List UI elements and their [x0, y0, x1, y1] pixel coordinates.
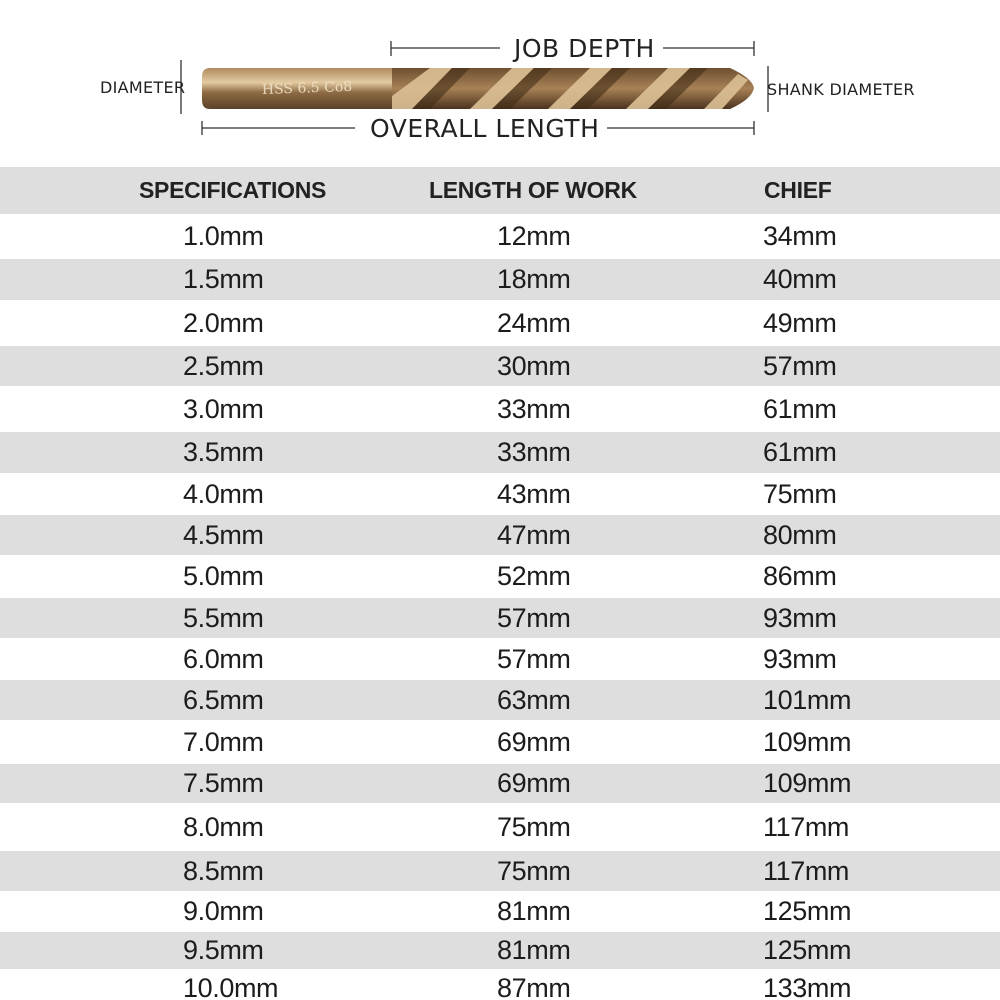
table-row — [0, 638, 1000, 680]
cell-length-of-work: 12mm — [497, 221, 571, 251]
cell-length-of-work: 81mm — [497, 935, 571, 965]
cell-length-of-work: 69mm — [497, 726, 571, 757]
table-row — [0, 680, 1000, 720]
cell-length-of-work: 69mm — [497, 768, 571, 798]
cell-length-of-work: 18mm — [497, 264, 571, 294]
cell-specification: 3.5mm — [183, 437, 264, 467]
table-row — [0, 720, 1000, 764]
cell-chief: 75mm — [763, 478, 837, 509]
cell-specification: 9.5mm — [183, 935, 264, 965]
table-row — [0, 803, 1000, 851]
cell-length-of-work: 30mm — [497, 350, 571, 381]
cell-specification: 2.5mm — [183, 350, 264, 381]
cell-specification: 9.0mm — [183, 896, 264, 926]
drill-bit-flutes — [392, 68, 754, 109]
table-row — [0, 764, 1000, 803]
cell-specification: 1.5mm — [183, 264, 264, 294]
cell-specification: 6.5mm — [183, 684, 264, 715]
cell-specification: 4.5mm — [183, 519, 264, 550]
cell-length-of-work: 24mm — [497, 307, 571, 338]
cell-chief: 93mm — [763, 602, 837, 633]
header-length-of-work: LENGTH OF WORK — [429, 177, 637, 203]
shank-diameter-label: SHANK DIAMETER — [767, 80, 915, 99]
table-row — [0, 598, 1000, 638]
cell-chief: 109mm — [763, 726, 852, 757]
cell-chief: 125mm — [763, 896, 852, 926]
cell-length-of-work: 81mm — [497, 896, 571, 926]
table-row — [0, 432, 1000, 473]
cell-specification: 2.0mm — [183, 307, 264, 338]
table-row — [0, 555, 1000, 598]
cell-specification: 4.0mm — [183, 478, 264, 509]
cell-specification: 6.0mm — [183, 643, 264, 674]
cell-chief: 117mm — [763, 811, 850, 842]
cell-specification: 8.0mm — [183, 811, 264, 842]
cell-specification: 7.5mm — [183, 768, 264, 798]
cell-chief: 49mm — [763, 307, 837, 338]
table-row — [0, 851, 1000, 891]
cell-chief: 125mm — [763, 935, 852, 965]
cell-chief: 133mm — [763, 973, 852, 1000]
cell-chief: 61mm — [763, 393, 837, 424]
table-header-row — [0, 167, 1000, 214]
table-body — [0, 214, 1000, 1000]
cell-specification: 3.0mm — [183, 393, 264, 424]
cell-length-of-work: 57mm — [497, 643, 571, 674]
cell-specification: 5.0mm — [183, 561, 264, 591]
cell-specification: 10.0mm — [183, 973, 279, 1000]
table-row — [0, 214, 1000, 259]
table-row — [0, 515, 1000, 555]
cell-length-of-work: 63mm — [497, 684, 571, 715]
header-chief: CHIEF — [764, 177, 832, 203]
cell-length-of-work: 43mm — [497, 478, 571, 509]
table-row — [0, 932, 1000, 969]
table-row — [0, 346, 1000, 386]
cell-specification: 1.0mm — [183, 221, 264, 251]
cell-chief: 57mm — [763, 350, 837, 381]
table-row — [0, 300, 1000, 346]
table-row — [0, 473, 1000, 515]
overall-length-label: OVERALL LENGTH — [362, 114, 607, 143]
cell-chief: 86mm — [763, 561, 837, 591]
cell-length-of-work: 33mm — [497, 393, 571, 424]
cell-specification: 8.5mm — [183, 855, 264, 886]
cell-length-of-work: 75mm — [497, 811, 571, 842]
cell-specification: 5.5mm — [183, 602, 264, 633]
cell-length-of-work: 57mm — [497, 602, 571, 633]
cell-length-of-work: 47mm — [497, 519, 571, 550]
job-depth-label: JOB DEPTH — [506, 34, 663, 63]
cell-chief: 80mm — [763, 519, 837, 550]
cell-chief: 117mm — [763, 855, 850, 886]
cell-chief: 93mm — [763, 643, 837, 674]
table-row — [0, 259, 1000, 300]
drill-bit-engraving: HSS 6.5 Co8 — [261, 78, 353, 98]
cell-chief: 40mm — [763, 264, 837, 294]
cell-chief: 34mm — [763, 221, 837, 251]
table-row — [0, 386, 1000, 432]
header-specifications: SPECIFICATIONS — [139, 177, 327, 203]
cell-chief: 101mm — [763, 684, 852, 715]
cell-length-of-work: 87mm — [497, 973, 571, 1000]
specifications-table — [0, 167, 1000, 1000]
cell-chief: 61mm — [763, 437, 837, 467]
table-row — [0, 891, 1000, 932]
cell-length-of-work: 52mm — [497, 561, 571, 591]
cell-specification: 7.0mm — [183, 726, 264, 757]
cell-length-of-work: 33mm — [497, 437, 571, 467]
table-row — [0, 969, 1000, 1000]
drill-bit-diagram — [0, 0, 1000, 160]
cell-length-of-work: 75mm — [497, 855, 571, 886]
cell-chief: 109mm — [763, 768, 852, 798]
diameter-label: DIAMETER — [100, 78, 186, 97]
